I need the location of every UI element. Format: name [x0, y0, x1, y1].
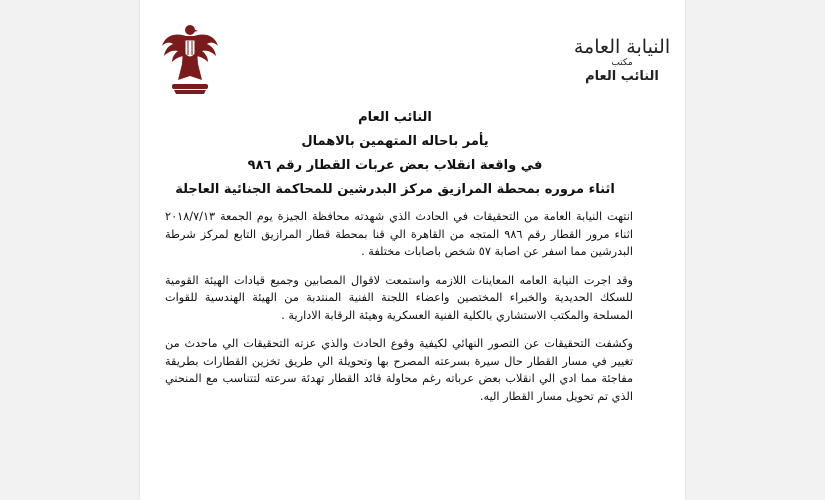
title-line-2: يأمر باحاله المتهمين بالاهمال: [301, 134, 489, 149]
title-line-4: اثناء مروره بمحطة المرازيق مركز البدرشين للمحاكمة الجنائية العاجلة: [175, 182, 615, 197]
eagle-emblem-icon: [160, 20, 220, 98]
title-line-1: النائب العام: [358, 110, 432, 125]
document-title-block: [160, 106, 630, 202]
paragraph: وقد اجرت النيابة العامه المعاينات اللازمه واستمعت لاقوال المصابين وجميع قيادات الهيئة القومية للسكك الحديدية والخبراء المختصين واعضاء اللجنة الفنية المنتدبة من الهيئة الهندسية للقوات المسلحة والمكتب الاستشاري بالكلية الفنية العسكرية وهيئة الرقابة الادارية .: [165, 273, 633, 322]
title-line-3: في واقعة انقلاب بعض عربات القطار رقم ٩٨٦: [247, 158, 543, 173]
org-name: النيابة العامة: [573, 36, 671, 58]
paragraph: انتهت النيابة العامة من التحقيقات في الحادث الذي شهدته محافظة الجيزة يوم الجمعة ٢٠١٨/٧/١٣ اثناء مرور القطار رقم ٩٨٦ المتجه من القاهرة الي قنا بمحطة قطار المرازيق التابع لمركز شرطة البدرشين مما اسفر عن اصابة ٥٧ شخص باصابات مختلفة .: [165, 210, 633, 258]
paragraph: وكشفت التحقيقات عن التصور النهائي لكيفية وقوع الحادث والذي عزته التحقيقات الي ماحدث من تغيير في مسار القطار حال سيرة بسرعته المصرح بها وتحويلة الي طريق تخزين القطارات بطريقة مفاجئة مما ادي الي انقلاب بعض عرباته رغم محاولة قائد القطار تهدئة سرعته لتتناسب مع المنحني الذي تم تحويل مسار القطار اليه.: [165, 337, 633, 403]
document-body: [165, 208, 633, 416]
office-name: النائب العام: [585, 69, 659, 84]
office-label: مكتب: [611, 58, 633, 68]
letterhead: [567, 36, 677, 85]
